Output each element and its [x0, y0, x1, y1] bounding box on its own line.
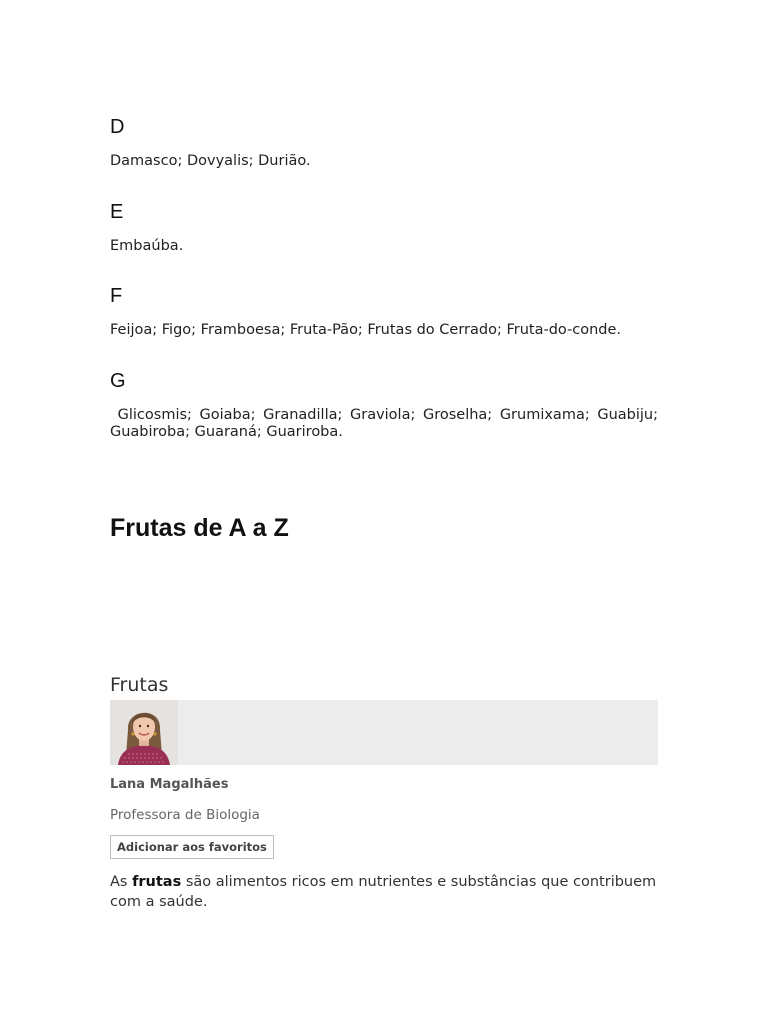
author-role: Professora de Biologia [110, 807, 260, 823]
author-avatar [110, 700, 178, 765]
letter-heading-f: F [110, 285, 123, 307]
author-name[interactable]: Lana Magalhães [110, 777, 229, 792]
fruit-list-d: Damasco; Dovyalis; Durião. [110, 153, 311, 169]
intro-keyword: frutas [132, 874, 182, 890]
fruit-list-f: Feijoa; Figo; Framboesa; Fruta-Pão; Frutas do Cerrado; Fruta-do-conde. [110, 322, 622, 338]
add-to-favorites-button[interactable]: Adicionar aos favoritos [110, 835, 274, 859]
letter-heading-g: G [110, 370, 126, 392]
fruit-list-e: Embaúba. [110, 238, 184, 254]
page-title: Frutas de A a Z [110, 514, 289, 542]
author-banner [110, 700, 658, 765]
article-intro [110, 872, 658, 912]
letter-heading-d: D [110, 116, 125, 138]
category-label[interactable]: Frutas [110, 674, 169, 696]
intro-text-start: As [110, 874, 133, 890]
fruit-list-g: Glicosmis; Goiaba; Granadilla; Graviola; Groselha; Grumixama; Guabiju; Guabiroba; Guaraná; Guariroba. [110, 407, 663, 440]
author-photo-icon [110, 700, 178, 765]
intro-text-end: são alimentos ricos em nutrientes e substâncias que contribuem com a saúde. [110, 874, 657, 910]
letter-heading-e: E [110, 201, 124, 223]
